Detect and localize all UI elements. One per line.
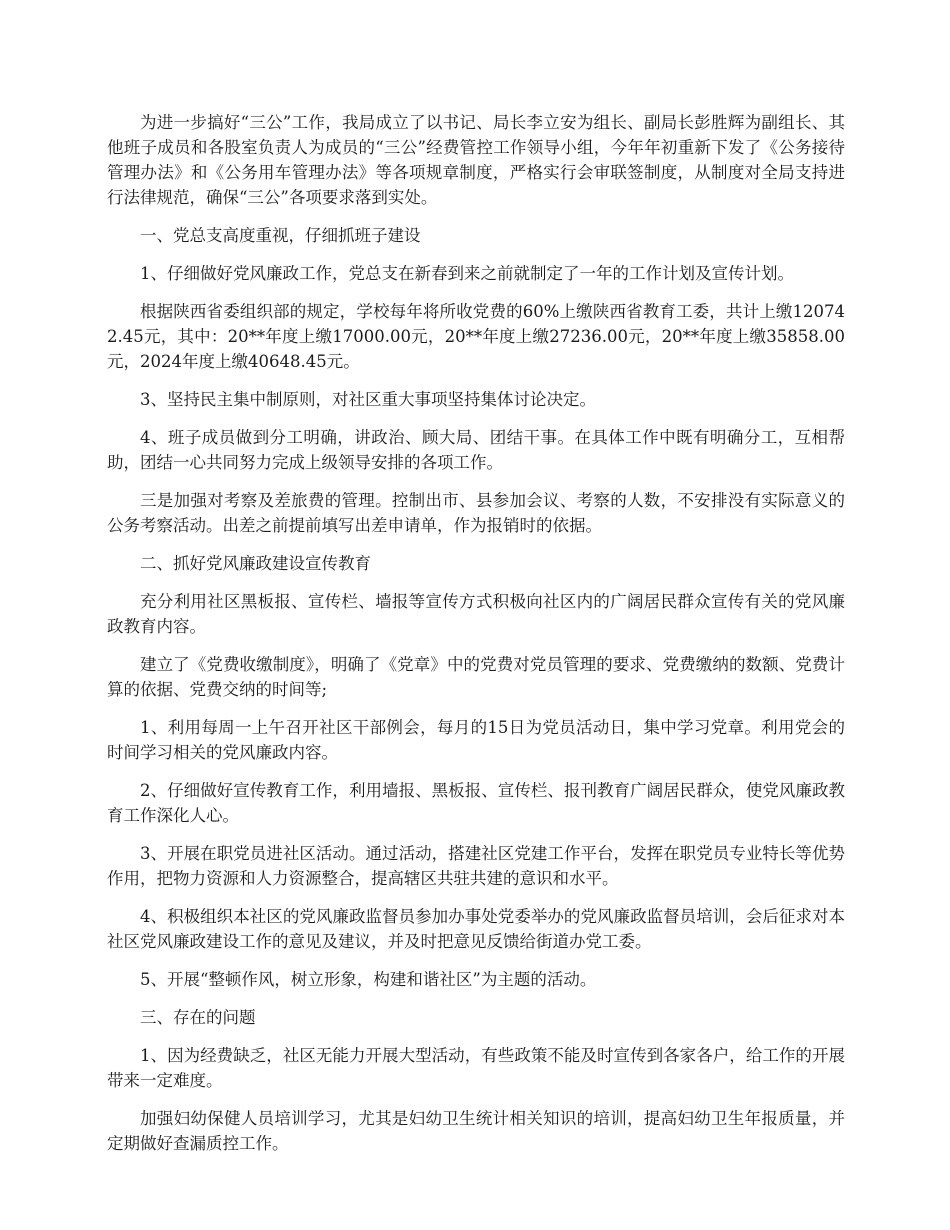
paragraph: 三是加强对考察及差旅费的管理。控制出市、县参加会议、考察的人数，不安排没有实际意义的公务考察活动。出差之前提前填写出差申请单，作为报销时的依据。 <box>107 491 845 535</box>
paragraph: 充分利用社区黑板报、宣传栏、墙报等宣传方式积极向社区内的广阔居民群众宣传有关的党风廉政教育内容。 <box>107 592 845 636</box>
section-heading-3: 三、存在的问题 <box>140 1008 256 1027</box>
paragraph: 建立了《党费收缴制度》，明确了《党章》中的党费对党员管理的要求、党费缴纳的数额、党费计算的依据、党费交纳的时间等; <box>107 655 845 699</box>
section-heading-2: 二、抓好党风廉政建设宣传教育 <box>140 554 371 573</box>
paragraph: 5、开展“整顿作风，树立形象，构建和谐社区”为主题的活动。 <box>140 970 597 989</box>
paragraph: 加强妇幼保健人员培训学习，尤其是妇幼卫生统计相关知识的培训，提高妇幼卫生年报质量，并定期做好查漏质控工作。 <box>107 1109 845 1153</box>
paragraph: 4、积极组织本社区的党风廉政监督员参加办事处党委举办的党风廉政监督员培训，会后征求对本社区党风廉政建设工作的意见及建议，并及时把意见反馈给街道办党工委。 <box>107 907 845 951</box>
paragraph: 1、利用每周一上午召开社区干部例会，每月的15日为党员活动日，集中学习党章。利用党会的时间学习相关的党风廉政内容。 <box>107 718 845 762</box>
paragraph-intro: 为进一步搞好“三公”工作，我局成立了以书记、局长李立安为组长、副局长彭胜辉为副组长、其他班子成员和各股室负责人为成员的“三公”经费管控工作领导小组，今年年初重新下发了《公务接待管理办法》和《公务用车管理办法》等各项规章制度，严格实行会审联签制度，从制度对全局支持进行法律规范，确保“三公”各项要求落到实处。 <box>107 113 845 207</box>
paragraph: 3、开展在职党员进社区活动。通过活动，搭建社区党建工作平台，发挥在职党员专业特长等优势作用，把物力资源和人力资源整合，提高辖区共驻共建的意识和水平。 <box>107 844 845 888</box>
paragraph: 2、仔细做好宣传教育工作，利用墙报、黑板报、宣传栏、报刊教育广阔居民群众，使党风廉政教育工作深化人心。 <box>107 781 845 825</box>
paragraph: 1、仔细做好党风廉政工作，党总支在新春到来之前就制定了一年的工作计划及宣传计划。 <box>140 264 794 283</box>
paragraph: 3、坚持民主集中制原则，对社区重大事项坚持集体讨论决定。 <box>140 390 596 409</box>
section-heading-1: 一、党总支高度重视，仔细抓班子建设 <box>140 226 421 245</box>
document-body <box>107 110 845 1169</box>
paragraph: 1、因为经费缺乏，社区无能力开展大型活动，有些政策不能及时宣传到各家各户，给工作的开展带来一定难度。 <box>107 1046 845 1090</box>
paragraph: 根据陕西省委组织部的规定，学校每年将所收党费的60%上缴陕西省教育工委，共计上缴120742.45元，其中：20**年度上缴17000.00元，20**年度上缴27236.00元，20**年度上缴35858.00元，2024年度上缴40648.45元。 <box>107 302 845 371</box>
paragraph: 4、班子成员做到分工明确，讲政治、顾大局、团结干事。在具体工作中既有明确分工，互相帮助，团结一心共同努力完成上级领导安排的各项工作。 <box>107 428 845 472</box>
